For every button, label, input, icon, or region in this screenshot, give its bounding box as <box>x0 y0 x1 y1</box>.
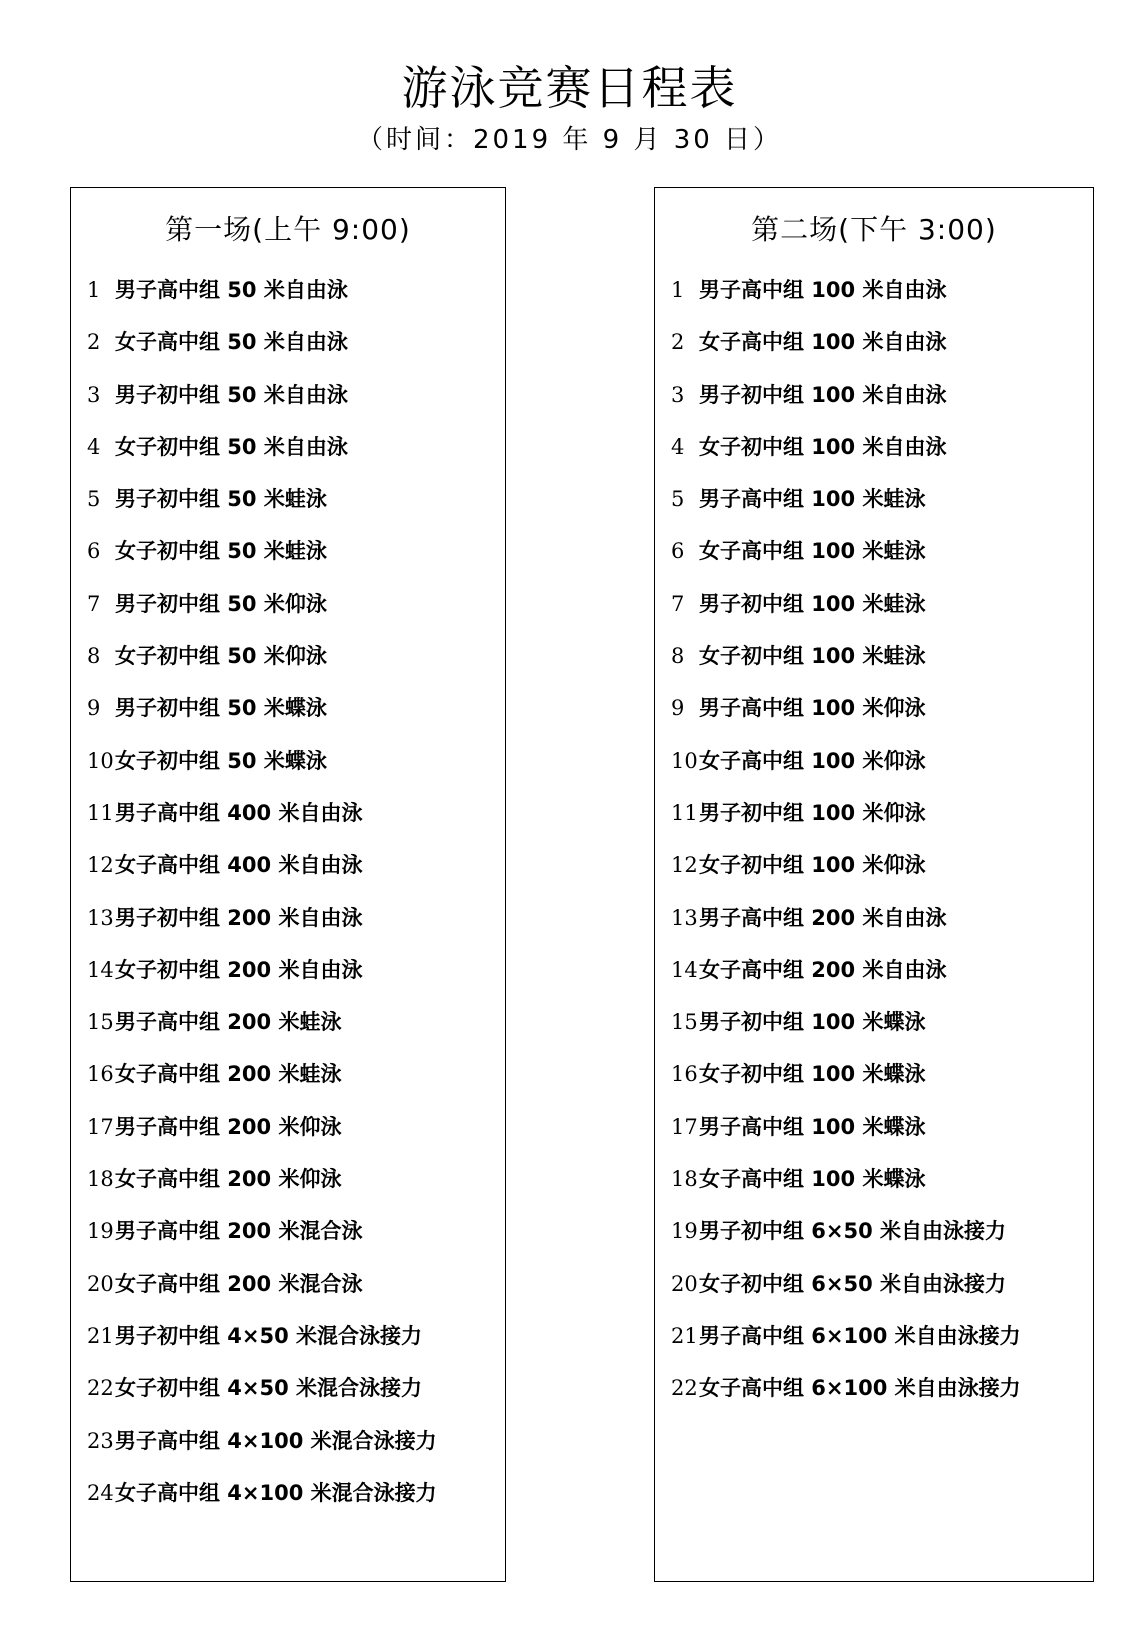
event-name: 女子高中组 50 米自由泳 <box>115 330 348 355</box>
event-number: 24 <box>87 1480 114 1505</box>
event-name: 男子高中组 50 米自由泳 <box>115 278 348 302</box>
event-item <box>87 589 501 641</box>
event-name: 女子高中组 100 米仰泳 <box>699 748 926 773</box>
event-name: 女子初中组 50 米蝶泳 <box>115 748 327 773</box>
event-item <box>671 327 1089 379</box>
event-name: 女子高中组 200 米自由泳 <box>699 957 947 982</box>
event-number: 3 <box>87 382 101 407</box>
event-item <box>671 1059 1089 1111</box>
event-number: 8 <box>87 644 101 669</box>
event-item <box>87 798 501 850</box>
event-item <box>671 1321 1089 1373</box>
event-item <box>87 1426 501 1478</box>
event-number: 18 <box>671 1167 698 1192</box>
event-name: 男子初中组 50 米蛙泳 <box>115 487 327 512</box>
event-number: 15 <box>87 1010 114 1035</box>
event-name: 男子高中组 100 米蛙泳 <box>699 487 926 512</box>
event-number: 6 <box>671 539 685 564</box>
event-name: 女子高中组 100 米自由泳 <box>699 330 947 355</box>
event-name: 男子初中组 200 米自由泳 <box>115 905 363 930</box>
event-name: 女子高中组 6×100 米自由泳接力 <box>699 1376 1021 1401</box>
event-name: 女子高中组 100 米蛙泳 <box>699 539 926 564</box>
event-item <box>87 327 501 379</box>
event-number: 16 <box>671 1062 698 1087</box>
event-name: 女子初中组 50 米仰泳 <box>115 644 327 669</box>
page-title: 游泳竞赛日程表 <box>401 61 738 115</box>
event-number: 14 <box>87 957 114 982</box>
event-number: 13 <box>671 905 698 930</box>
event-item <box>671 1112 1089 1164</box>
event-name: 男子初中组 100 米仰泳 <box>699 800 926 825</box>
event-name: 女子初中组 100 米蝶泳 <box>699 1062 926 1087</box>
event-name: 女子初中组 4×50 米混合泳接力 <box>115 1376 423 1401</box>
event-number: 1 <box>87 278 101 302</box>
event-number: 7 <box>87 591 101 616</box>
event-item <box>87 1007 501 1059</box>
event-number: 1 <box>671 278 685 302</box>
event-item <box>671 380 1089 432</box>
session-heading: 第一场(上午 9:00) <box>165 213 411 246</box>
event-name: 男子初中组 100 米自由泳 <box>699 382 947 407</box>
event-number: 15 <box>671 1010 698 1035</box>
event-item <box>87 1373 501 1425</box>
session-panel-morning <box>70 187 506 1582</box>
event-number: 9 <box>671 696 685 721</box>
event-number: 10 <box>87 748 114 773</box>
event-name: 男子初中组 50 米自由泳 <box>115 382 348 407</box>
event-number: 19 <box>87 1219 114 1244</box>
event-number: 22 <box>87 1376 114 1401</box>
event-name: 女子高中组 200 米仰泳 <box>115 1167 342 1192</box>
event-number: 6 <box>87 539 101 564</box>
session-heading: 第二场(下午 3:00) <box>751 213 997 246</box>
event-item <box>87 1269 501 1321</box>
event-item <box>87 850 501 902</box>
event-name: 女子高中组 200 米蛙泳 <box>115 1062 342 1087</box>
event-item <box>87 275 501 327</box>
event-name: 女子初中组 6×50 米自由泳接力 <box>699 1271 1007 1296</box>
event-name: 女子初中组 100 米仰泳 <box>699 853 926 878</box>
event-name: 男子初中组 4×50 米混合泳接力 <box>115 1323 423 1348</box>
event-name: 女子初中组 50 米自由泳 <box>115 434 348 459</box>
event-item <box>671 955 1089 1007</box>
event-number: 4 <box>671 434 685 459</box>
event-item <box>87 1216 501 1268</box>
event-item <box>87 432 501 484</box>
event-number: 5 <box>87 487 101 512</box>
event-item <box>87 693 501 745</box>
event-name: 男子高中组 6×100 米自由泳接力 <box>699 1323 1021 1348</box>
event-name: 男子高中组 100 米蝶泳 <box>699 1114 926 1139</box>
event-item <box>671 641 1089 693</box>
event-name: 女子初中组 200 米自由泳 <box>115 957 363 982</box>
event-item <box>87 1164 501 1216</box>
event-number: 8 <box>671 644 685 669</box>
event-number: 9 <box>87 696 101 721</box>
event-number: 16 <box>87 1062 114 1087</box>
event-number: 21 <box>671 1323 698 1348</box>
event-number: 20 <box>671 1271 698 1296</box>
event-item <box>87 484 501 536</box>
event-name: 女子高中组 100 米蝶泳 <box>699 1167 926 1192</box>
session-panel-afternoon <box>654 187 1094 1582</box>
event-name: 男子高中组 400 米自由泳 <box>115 800 363 825</box>
event-item <box>87 1112 501 1164</box>
event-item <box>87 641 501 693</box>
event-number: 21 <box>87 1323 114 1348</box>
event-name: 男子初中组 50 米仰泳 <box>115 591 327 616</box>
event-number: 7 <box>671 591 685 616</box>
event-item <box>671 1007 1089 1059</box>
event-name: 女子初中组 100 米自由泳 <box>699 434 947 459</box>
event-number: 13 <box>87 905 114 930</box>
event-name: 男子初中组 100 米蝶泳 <box>699 1010 926 1035</box>
event-name: 男子高中组 200 米仰泳 <box>115 1114 342 1139</box>
event-number: 12 <box>87 853 114 878</box>
event-number: 11 <box>87 800 114 825</box>
event-name: 女子高中组 4×100 米混合泳接力 <box>115 1480 437 1505</box>
event-item <box>87 380 501 432</box>
event-item <box>671 798 1089 850</box>
event-name: 男子初中组 100 米蛙泳 <box>699 591 926 616</box>
event-name: 女子初中组 100 米蛙泳 <box>699 644 926 669</box>
event-item <box>87 1321 501 1373</box>
event-name: 男子高中组 200 米混合泳 <box>115 1219 363 1244</box>
event-item <box>671 484 1089 536</box>
event-name: 女子初中组 50 米蛙泳 <box>115 539 327 564</box>
event-list <box>87 275 501 1530</box>
event-item <box>87 746 501 798</box>
event-list <box>671 275 1089 1426</box>
event-number: 5 <box>671 487 685 512</box>
page-subtitle-date: （时间：2019 年 9 月 30 日） <box>356 125 783 155</box>
event-item <box>671 903 1089 955</box>
event-name: 女子高中组 200 米混合泳 <box>115 1271 363 1296</box>
event-name: 男子初中组 6×50 米自由泳接力 <box>699 1219 1007 1244</box>
event-item <box>671 1164 1089 1216</box>
event-number: 14 <box>671 957 698 982</box>
event-number: 17 <box>87 1114 114 1139</box>
event-name: 女子高中组 400 米自由泳 <box>115 853 363 878</box>
event-name: 男子高中组 100 米自由泳 <box>699 278 947 302</box>
event-item <box>671 850 1089 902</box>
event-number: 2 <box>671 330 685 355</box>
event-item <box>87 536 501 588</box>
event-item <box>87 955 501 1007</box>
event-number: 11 <box>671 800 698 825</box>
event-number: 19 <box>671 1219 698 1244</box>
event-item <box>671 746 1089 798</box>
event-item <box>671 589 1089 641</box>
event-number: 18 <box>87 1167 114 1192</box>
event-number: 17 <box>671 1114 698 1139</box>
event-number: 12 <box>671 853 698 878</box>
event-name: 男子高中组 200 米蛙泳 <box>115 1010 342 1035</box>
event-item <box>671 693 1089 745</box>
event-number: 3 <box>671 382 685 407</box>
event-item <box>87 903 501 955</box>
event-name: 男子高中组 200 米自由泳 <box>699 905 947 930</box>
event-number: 2 <box>87 330 101 355</box>
event-item <box>671 1216 1089 1268</box>
event-number: 20 <box>87 1271 114 1296</box>
event-name: 男子初中组 50 米蝶泳 <box>115 696 327 721</box>
event-item <box>87 1478 501 1530</box>
event-item <box>671 1269 1089 1321</box>
event-name: 男子高中组 100 米仰泳 <box>699 696 926 721</box>
event-name: 男子高中组 4×100 米混合泳接力 <box>115 1428 437 1453</box>
event-item <box>87 1059 501 1111</box>
event-number: 22 <box>671 1376 698 1401</box>
event-item <box>671 432 1089 484</box>
event-number: 10 <box>671 748 698 773</box>
event-item <box>671 536 1089 588</box>
event-item <box>671 1373 1089 1425</box>
event-item <box>671 275 1089 327</box>
event-number: 4 <box>87 434 101 459</box>
event-number: 23 <box>87 1428 114 1453</box>
